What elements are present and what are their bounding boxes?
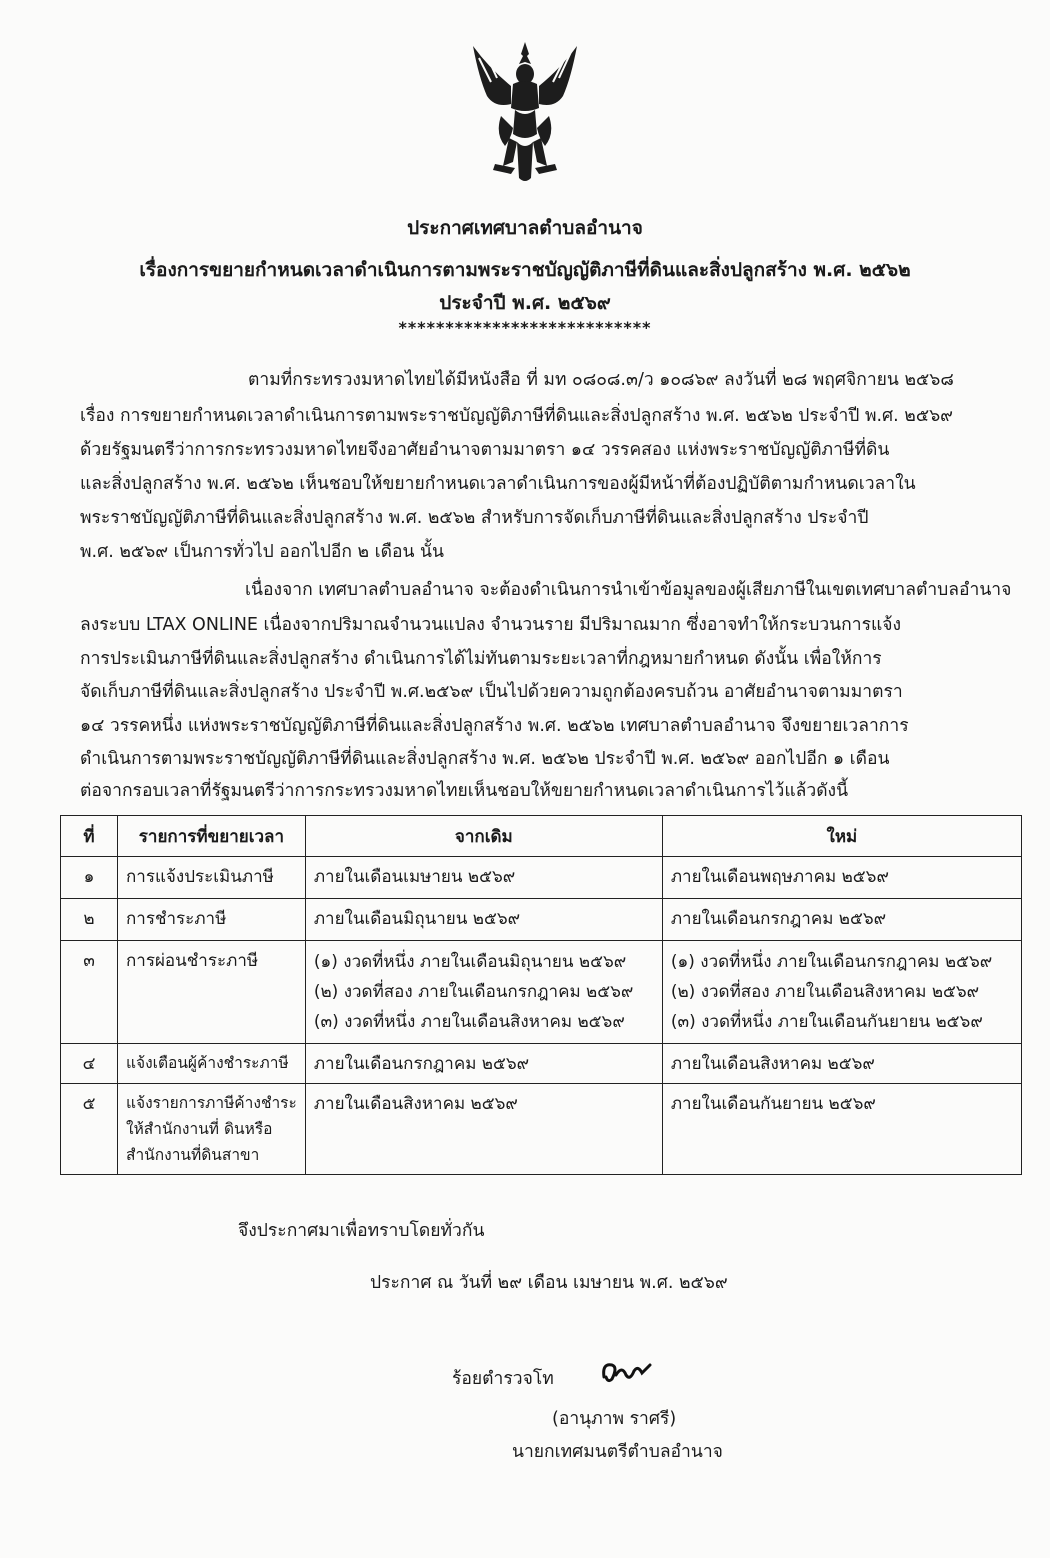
table-row — [61, 1044, 1022, 1084]
installment-new-1: (๑) งวดที่หนึ่ง ภายในเดือนกรกฎาคม ๒๕๖๙ — [670, 952, 993, 972]
row-item: การผ่อนชำระภาษี — [126, 951, 259, 971]
row-no: ๑ — [61, 857, 118, 899]
separator-stars: *************************** — [398, 318, 652, 337]
paragraph-line: พ.ศ. ๒๕๖๙ เป็นการทั่วไป ออกไปอีก ๒ เดือน นั้น — [80, 542, 444, 562]
table-row — [61, 941, 1022, 1044]
announcement-year: ประจำปี พ.ศ. ๒๕๖๙ — [439, 292, 611, 314]
row-new: ภายในเดือนสิงหาคม ๒๕๖๙ — [670, 1054, 875, 1074]
table-row — [61, 1084, 1022, 1175]
header-no: ที่ — [61, 816, 118, 857]
paragraph-line: การประเมินภาษีที่ดินและสิ่งปลูกสร้าง ดำเนินการได้ไม่ทันตามระยะเวลาที่กฎหมายกำหนด ดังนั้น เพื่อให้การ — [80, 649, 882, 669]
garuda-emblem-icon — [465, 38, 585, 188]
paragraph-line: ๑๔ วรรคหนึ่ง แห่งพระราชบัญญัติภาษีที่ดินและสิ่งปลูกสร้าง พ.ศ. ๒๕๖๒ เทศบาลตำบลอำนาจ จึงขยายเวลาการ — [80, 716, 909, 736]
signer-position: นายกเทศมนตรีตำบลอำนาจ — [512, 1442, 723, 1462]
row-old: ภายในเดือนเมษายน ๒๕๖๙ — [313, 867, 516, 887]
row-no: ๔ — [61, 1044, 118, 1084]
paragraph-line: ด้วยรัฐมนตรีว่าการกระทรวงมหาดไทยจึงอาศัยอำนาจตามมาตรา ๑๔ วรรคสอง แห่งพระราชบัญญัติภาษีที่ดิน — [80, 440, 890, 460]
announcement-title: ประกาศเทศบาลตำบลอำนาจ — [407, 217, 643, 239]
paragraph-line: และสิ่งปลูกสร้าง พ.ศ. ๒๕๖๒ เห็นชอบให้ขยายกำหนดเวลาดำเนินการของผู้มีหน้าที่ต้องปฏิบัติตามกำหนดเวลาใน — [80, 474, 916, 494]
row-item: การแจ้งประเมินภาษี — [126, 867, 274, 887]
header-new: ใหม่ — [662, 816, 1021, 857]
paragraph-line: เนื่องจาก เทศบาลตำบลอำนาจ จะต้องดำเนินการนำเข้าข้อมูลของผู้เสียภาษีในเขตเทศบาลตำบลอำนาจ — [245, 580, 1012, 600]
row-no: ๕ — [61, 1084, 118, 1175]
paragraph-line: จัดเก็บภาษีที่ดินและสิ่งปลูกสร้าง ประจำปี พ.ศ.๒๕๖๙ เป็นไปด้วยความถูกต้องครบถ้วน อาศัยอำนาจตามมาตรา — [80, 682, 903, 702]
row-old: ภายในเดือนกรกฎาคม ๒๕๖๙ — [313, 1054, 530, 1074]
paragraph-line: ต่อจากรอบเวลาที่รัฐมนตรีว่าการกระทรวงมหาดไทยเห็นชอบให้ขยายกำหนดเวลาดำเนินการไว้แล้วดังนี้ — [80, 781, 849, 801]
installment-old-1: (๑) งวดที่หนึ่ง ภายในเดือนมิถุนายน ๒๕๖๙ — [313, 952, 627, 972]
row-item: การชำระภาษี — [126, 909, 227, 929]
row-item-line-2: ให้สำนักงานที่ ดินหรือ — [126, 1120, 273, 1138]
table-row — [61, 857, 1022, 899]
installment-new-3: (๓) งวดที่หนึ่ง ภายในเดือนกันยายน ๒๕๖๙ — [670, 1012, 983, 1032]
installment-old-3: (๓) งวดที่หนึ่ง ภายในเดือนสิงหาคม ๒๕๖๙ — [313, 1012, 625, 1032]
row-new: ภายในเดือนพฤษภาคม ๒๕๖๙ — [670, 867, 889, 887]
header-old: จากเดิม — [305, 816, 662, 857]
paragraph-line: ดำเนินการตามพระราชบัญญัติภาษีที่ดินและสิ่งปลูกสร้าง พ.ศ. ๒๕๖๒ ประจำปี พ.ศ. ๒๕๖๙ ออกไปอีก ๑ เดือน — [80, 749, 890, 769]
table-row — [61, 899, 1022, 941]
row-item-line-1: แจ้งรายการภาษีค้างชำระ — [126, 1094, 297, 1112]
schedule-table — [60, 815, 1022, 1175]
table-header-row — [61, 816, 1022, 857]
paragraph-line: ตามที่กระทรวงมหาดไทยได้มีหนังสือ ที่ มท ๐๘๐๘.๓/ว ๑๐๘๖๙ ลงวันที่ ๒๘ พฤศจิกายน ๒๕๖๘ — [248, 370, 954, 390]
row-item-line-3: สำนักงานที่ดินสาขา — [126, 1146, 260, 1164]
closing-statement: จึงประกาศมาเพื่อทราบโดยทั่วกัน — [238, 1221, 485, 1241]
row-no: ๒ — [61, 899, 118, 941]
row-new: ภายในเดือนกันยายน ๒๕๖๙ — [670, 1094, 876, 1114]
announcement-subject: เรื่องการขยายกำหนดเวลาดำเนินการตามพระราชบัญญัติภาษีที่ดินและสิ่งปลูกสร้าง พ.ศ. ๒๕๖๒ — [139, 259, 911, 281]
header-item: รายการที่ขยายเวลา — [118, 816, 306, 857]
signer-name: (อานุภาพ ราศรี) — [552, 1409, 677, 1429]
announcement-date: ประกาศ ณ วันที่ ๒๙ เดือน เมษายน พ.ศ. ๒๕๖๙ — [370, 1273, 728, 1293]
paragraph-line: ลงระบบ LTAX ONLINE เนื่องจากปริมาณจำนวนแปลง จำนวนราย มีปริมาณมาก ซึ่งอาจทำให้กระบวนการแจ้ง — [80, 615, 902, 635]
paragraph-line: พระราชบัญญัติภาษีที่ดินและสิ่งปลูกสร้าง พ.ศ. ๒๕๖๒ สำหรับการจัดเก็บภาษีที่ดินและสิ่งปลูกสร้าง ประจำปี — [80, 508, 869, 528]
handwritten-signature-icon — [598, 1355, 653, 1390]
installment-old-2: (๒) งวดที่สอง ภายในเดือนกรกฎาคม ๒๕๖๙ — [313, 982, 634, 1002]
row-old: ภายในเดือนมิถุนายน ๒๕๖๙ — [313, 909, 521, 929]
row-item: แจ้งเตือนผู้ค้างชำระภาษี — [126, 1054, 289, 1072]
row-new: ภายในเดือนกรกฎาคม ๒๕๖๙ — [670, 909, 887, 929]
row-no: ๓ — [61, 941, 118, 1044]
paragraph-line: เรื่อง การขยายกำหนดเวลาดำเนินการตามพระราชบัญญัติภาษีที่ดินและสิ่งปลูกสร้าง พ.ศ. ๒๕๖๒ ประจำปี พ.ศ. ๒๕๖๙ — [80, 406, 953, 426]
signer-rank: ร้อยตำรวจโท — [452, 1369, 554, 1389]
row-old: ภายในเดือนสิงหาคม ๒๕๖๙ — [313, 1094, 518, 1114]
installment-new-2: (๒) งวดที่สอง ภายในเดือนสิงหาคม ๒๕๖๙ — [670, 982, 980, 1002]
